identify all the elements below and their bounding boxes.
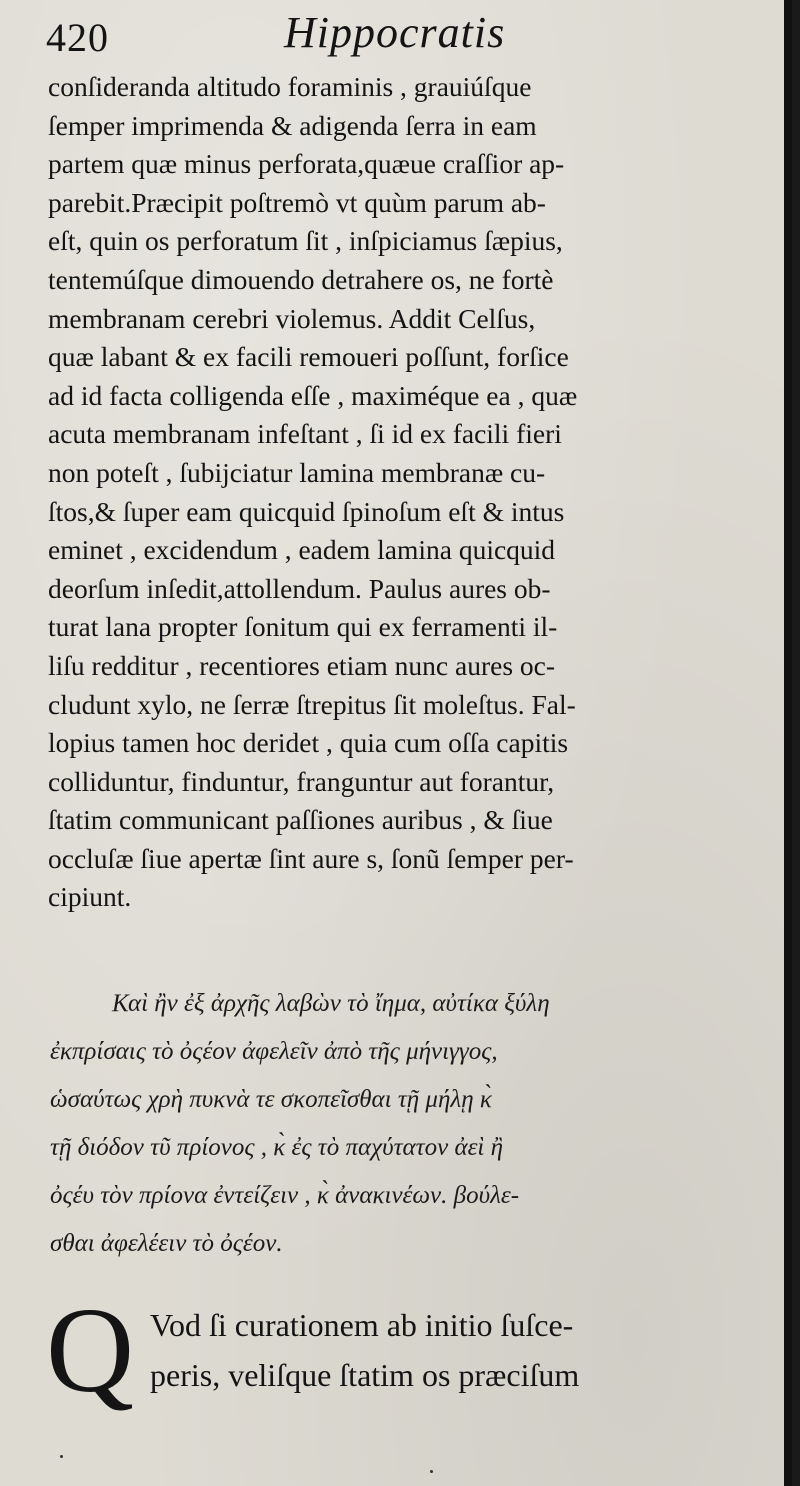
drop-cap-initial: Q: [46, 1283, 135, 1418]
paper-speck: [430, 1470, 433, 1473]
text-line: cipiunt.: [48, 881, 132, 913]
text-line: ſemper imprimenda & adigenda ſerra in eam: [48, 109, 537, 141]
greek-line: ἐκπρίσαις τὸ ὀςέον ἀφελεῖν ἀπὸ τῆς μήνιγγος,: [50, 1038, 498, 1065]
text-line: deorſum inſedit,attollendum. Paulus aures ob-: [48, 572, 551, 604]
text-line: acuta membranam infeſtant , ſi id ex facili fieri: [48, 418, 562, 450]
text-line: colliduntur, finduntur, franguntur aut forantur,: [48, 765, 555, 797]
page-number: 420: [46, 15, 109, 60]
text-line: non poteſt , ſubijciatur lamina membranæ cu-: [48, 456, 546, 488]
text-line: eſt, quin os perforatum ſit , inſpiciamus ſæpius,: [48, 225, 563, 257]
text-line: ſtos,& ſuper eam quicquid ſpinoſum eſt & intus: [48, 495, 565, 527]
greek-quotation-block: [50, 980, 740, 1268]
text-line: cludunt xylo, ne ſerræ ſtrepitus ſit moleſtus. Fal-: [48, 688, 576, 720]
paper-speck: [60, 1455, 63, 1458]
text-line: eminet , excidendum , eadem lamina quicquid: [48, 534, 556, 566]
page-edge-shadow: [784, 0, 792, 1486]
greek-line: τῇ διόδον τῦ πρίονος , κ̀ ἐς τὸ παχύτατον ἀεὶ ἢ: [50, 1134, 504, 1161]
text-line: peris, veliſque ſtatim os præciſum: [150, 1357, 580, 1393]
text-line: liſu redditur , recentiores etiam nunc aures oc-: [48, 649, 556, 681]
greek-line: Καὶ ἢν ἐξ ἀρχῆς λαβὼν τὸ ἴημα, αὐτίκα ξύλη: [112, 990, 550, 1017]
running-title: Hippocratis: [284, 8, 506, 57]
text-line: quæ labant & ex facili remoueri poſſunt, forſice: [48, 341, 569, 373]
text-line: ſtatim communicant paſſiones auribus , & ſiue: [48, 804, 553, 836]
greek-line: ὡσαύτως χρὴ πυκνὰ τε σκοπεῖσθαι τῇ μήλῃ κ̀: [50, 1086, 492, 1113]
latin-text-block: [48, 68, 726, 917]
text-line: conſideranda altitudo foraminis , grauiúſque: [48, 71, 532, 102]
text-line: ad id facta colligenda eſſe , maximéque ea , quæ: [48, 379, 578, 411]
text-line: parebit.Præcipit poſtremò vt quùm parum ab-: [48, 186, 546, 218]
text-line: tentemúſque dimouendo detrahere os, ne fortè: [48, 263, 554, 295]
text-line: partem quæ minus perforata,quæue craſſior ap-: [48, 148, 565, 180]
text-line: lopius tamen hoc deridet , quia cum oſſa capitis: [48, 727, 569, 759]
text-line: Vod ſi curationem ab initio ſuſce-: [150, 1307, 574, 1343]
new-paragraph: [150, 1300, 730, 1400]
text-line: membranam cerebri violemus. Addit Celſus,: [48, 302, 536, 334]
text-line: turat lana propter ſonitum qui ex ferramenti il-: [48, 611, 558, 643]
greek-line: ὀςέυ τὸν πρίονα ἐντείζειν , κ̀ ἀνακινέων. βούλε-: [50, 1182, 520, 1209]
text-line: occluſæ ſiue apertæ ſint aure s, ſonũ ſemper per-: [48, 842, 574, 874]
page-header: [46, 6, 746, 64]
greek-line: σθαι ἀφελέειν τὸ ὀςέον.: [50, 1230, 283, 1257]
